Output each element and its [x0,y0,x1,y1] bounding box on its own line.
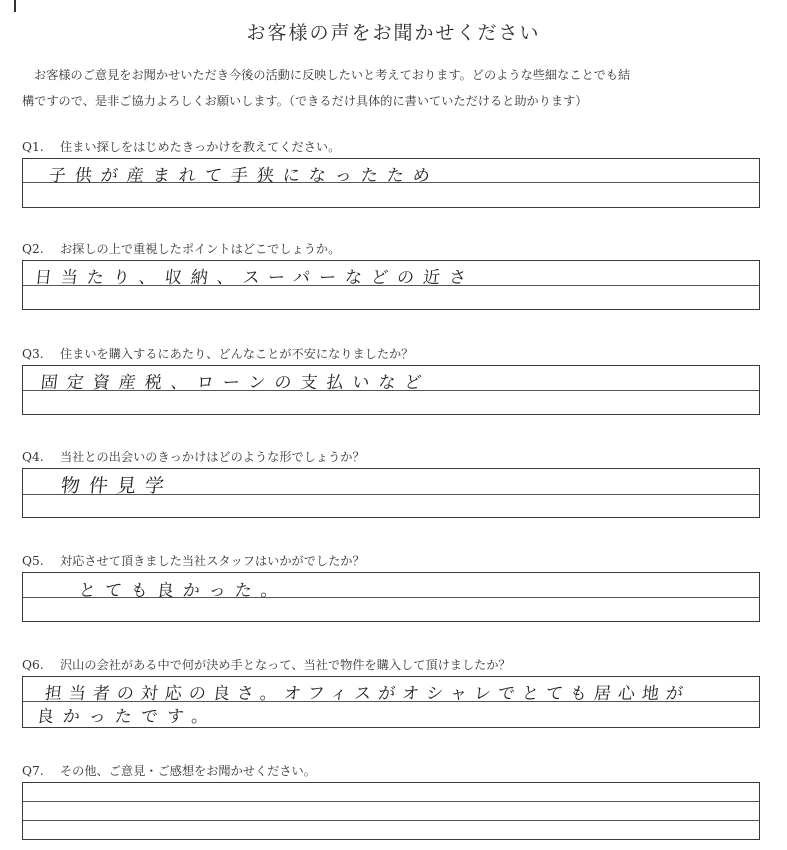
answer-text: 子供が産まれて手狭になったため [47,166,440,186]
question-number: Q2. [22,242,44,256]
answer-box[interactable] [22,260,760,310]
question-label [22,138,767,156]
question-number: Q4. [22,450,44,464]
question-text: 住まいを購入するにあたり、どんなことが不安になりましたか？ [60,347,414,361]
intro-line-1: お客様のご意見をお聞かせいただき今後の活動に反映したいと考えております。どのような些細なことでも結 [34,68,631,82]
question-text: お探しの上で重視したポイントはどこでしょうか。 [60,242,341,256]
question-3 [22,345,767,415]
question-label [22,448,767,466]
corner-mark [14,0,16,12]
answer-text-line-1: 担当者の対応の良さ。オフィスがオシャレでとても居心地が [43,684,691,704]
answer-box[interactable] [22,676,760,728]
answer-box[interactable] [22,365,760,415]
question-number: Q6. [22,658,44,672]
question-label [22,240,767,258]
question-text: 当社との出会いのきっかけはどのような形でしょうか？ [60,450,365,464]
question-text: 沢山の会社がある中で何が決め手となって、当社で物件を購入して頂けましたか？ [60,658,511,672]
page-title: お客様の声をお聞かせください [246,22,541,44]
question-1 [22,138,767,208]
question-5 [22,552,767,622]
answer-box[interactable] [22,572,760,622]
answer-text: 固定資産税、ローンの支払いなど [39,373,432,393]
intro-line-2: 構ですので、是非ご協力よろしくお願いします。（できるだけ具体的に書いていただけると助かります） [22,94,588,108]
question-label [22,345,767,363]
question-text: 住まい探しをはじめたきっかけを教えてください。 [60,140,341,154]
question-2 [22,240,767,310]
answer-box[interactable] [22,158,760,208]
question-4 [22,448,767,518]
question-label [22,656,767,674]
answer-box[interactable] [22,468,760,518]
question-7 [22,762,767,840]
question-text: その他、ご意見・ご感想をお聞かせください。 [60,764,316,778]
question-6 [22,656,767,728]
ruled-line [23,801,759,802]
question-number: Q3. [22,347,44,361]
question-label [22,762,767,780]
question-number: Q7. [22,764,44,778]
question-text: 対応させて頂きました当社スタッフはいかがでしたか？ [60,554,365,568]
answer-text: 日当たり、収納、スーパーなどの近さ [33,268,477,288]
answer-text: とても良かった。 [77,581,288,601]
intro-text [22,62,767,114]
ruled-line [23,820,759,821]
answer-text-line-2: 良かったです。 [35,707,219,727]
question-number: Q1. [22,140,44,154]
answer-box[interactable] [22,782,760,840]
question-number: Q5. [22,554,44,568]
question-label [22,552,767,570]
answer-text: 物件見学 [59,475,175,497]
